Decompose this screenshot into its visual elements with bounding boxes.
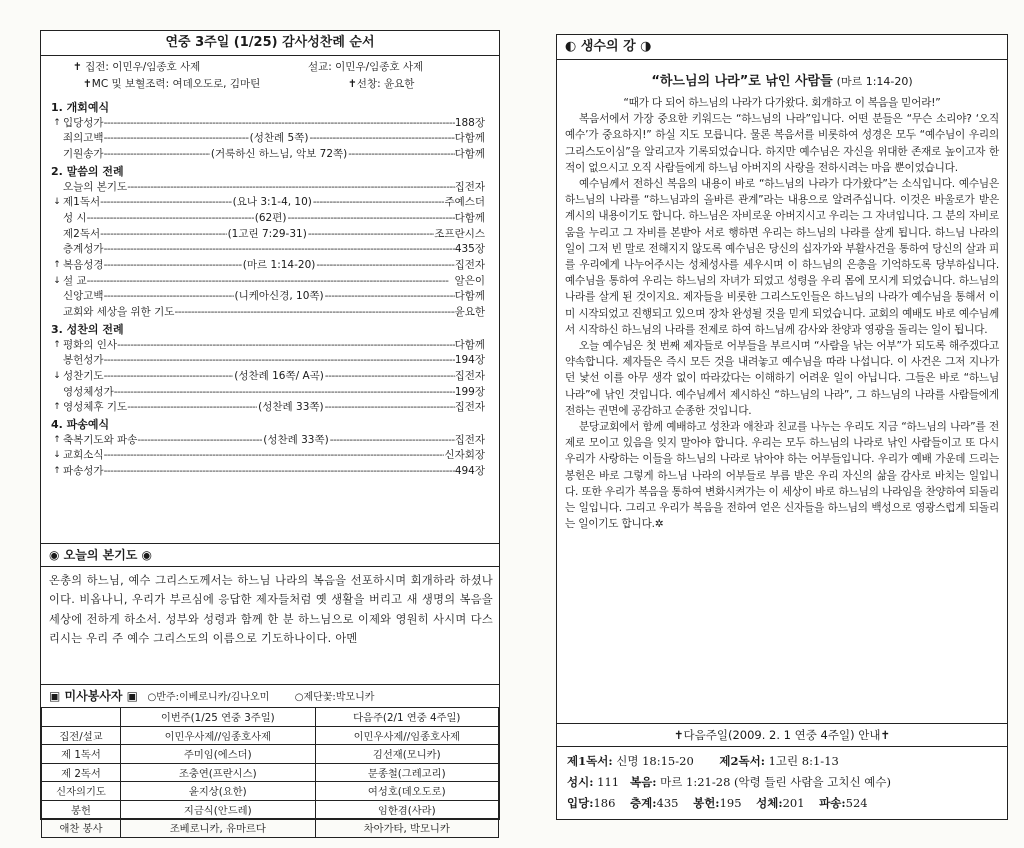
order-item-label: 봉헌성가 (63, 354, 104, 367)
servers-name: 임한겸(사라) (315, 800, 498, 819)
leader-dots (137, 433, 262, 449)
order-item-label: 신앙고백 (63, 290, 104, 303)
leader-dots (325, 369, 455, 385)
leader-dots (117, 338, 455, 354)
order-item-detail: (거룩하신 하느님, 악보 72쪽) (210, 148, 348, 161)
order-item-label: 축복기도와 파송 (63, 433, 138, 446)
order-item-label: 교회소식 (63, 449, 104, 462)
leader-dots (104, 131, 249, 147)
servers-column-header (42, 708, 121, 727)
posture-mark: ↓ (53, 275, 61, 286)
communion-label: 성체: (756, 796, 783, 810)
order-item (51, 131, 485, 147)
sermon-heading: ◐ 생수의 강 ◑ (557, 35, 1007, 60)
page-title: 연중 3주일 (1/25) 감사성찬례 순서 (41, 31, 499, 56)
posture-mark: ↑ (53, 434, 61, 445)
servers-role: 봉헌 (42, 800, 121, 819)
order-item-value: 435장 (454, 243, 485, 256)
prayer-heading: ◉ 오늘의 본기도 ◉ (41, 543, 499, 567)
gospel-value: 마르 1:21-28 (악령 들린 사람을 고치신 예수) (660, 775, 891, 789)
servers-heading: ▣ 미사봉사자 ▣ (49, 689, 138, 703)
order-item (51, 180, 485, 196)
gospel-label: 복음: (630, 775, 657, 789)
order-item-label: 성 시 (63, 211, 87, 224)
order-item-value: 집전자 (454, 401, 486, 414)
sermon-quote: “때가 다 되어 하느님의 나라가 다가왔다. 회개하고 이 복음을 믿어라!” (623, 97, 941, 109)
order-item-detail: (마르 1:14-20) (242, 259, 316, 272)
order-section-heading: 2. 말씀의 전례 (51, 164, 124, 178)
leader-dots (104, 289, 234, 305)
sermon-panel (556, 34, 1008, 820)
order-item-label: 파송성가 (63, 465, 104, 478)
order-item-label: 성찬기도 (63, 369, 104, 382)
servers-header-row (42, 708, 499, 727)
leader-dots (127, 400, 257, 416)
order-item-value: 188장 (454, 116, 485, 129)
table-row (42, 800, 499, 819)
order-item (51, 369, 485, 385)
reading2-value: 1고린 8:1-13 (768, 754, 839, 768)
leader-dots (104, 242, 455, 258)
order-item-label: 층계성가 (63, 243, 104, 256)
leader-dots (316, 258, 454, 274)
servers-name: 윤지상(요한) (121, 782, 316, 801)
sermon-body (557, 89, 1007, 532)
order-item-label: 죄의고백 (63, 132, 104, 145)
leader-dots (87, 274, 455, 290)
leader-dots (127, 180, 454, 196)
servers-name: 김선재(모니카) (315, 745, 498, 764)
order-item-value: 집전자 (454, 259, 485, 272)
leader-dots (104, 369, 234, 385)
prayer-text: 온총의 하느님, 예수 그리스도께서는 하느님 나라의 복음을 선포하시며 회개하라 하셨나이다. 비옵나니, 우리가 부르심에 응답한 제자들처럼 옛 생활을 버리고 새 생명의 복음을 세상에 전하게 하소서. 성부와 성령과 함께 한 분 하느님으로 이제와 영원히 사시며 다스리시는 우리 주 예수 그리스도의 이름으로 기도하나이다. 아멘 (49, 574, 493, 645)
order-item (51, 147, 485, 163)
order-item-label: 영성체후 기도 (63, 401, 128, 414)
order-item (51, 258, 485, 274)
leader-dots (348, 147, 454, 163)
order-item-label: 평화의 인사 (63, 338, 118, 351)
order-item-label: 설 교 (63, 274, 87, 287)
order-item-value: 494장 (454, 465, 485, 478)
order-item-label: 입당성가 (63, 116, 104, 129)
offertory-value: 195 (719, 796, 742, 810)
posture-mark: ↓ (53, 197, 61, 208)
servers-role: 신자의기도 (42, 782, 121, 801)
leader-dots (100, 227, 226, 243)
table-row (42, 745, 499, 764)
servers-role: 애찬 봉사 (42, 819, 121, 838)
order-item-detail: (62편) (254, 211, 287, 224)
posture-mark: ↑ (53, 260, 61, 271)
order-item (51, 195, 485, 211)
order-item-label: 복음성경 (63, 259, 104, 272)
order-item (51, 274, 485, 290)
leader-dots (100, 195, 232, 211)
leader-dots (104, 353, 455, 369)
order-item (51, 242, 485, 258)
order-item-label: 제2독서 (63, 227, 101, 240)
next-line-1 (567, 751, 1001, 772)
order-item-label: 교회와 세상을 위한 기도 (63, 306, 175, 319)
order-item-value: 다함께 (454, 290, 486, 303)
servers-table (41, 707, 499, 838)
posture-mark: ↓ (53, 450, 61, 461)
order-item (51, 464, 485, 480)
next-sunday-readings (567, 751, 1001, 814)
entrance-value: 186 (593, 796, 616, 810)
order-item (51, 353, 485, 369)
posture-mark: ↑ (53, 339, 61, 350)
order-item-value: 다함께 (454, 211, 486, 224)
table-row (42, 726, 499, 745)
servers-name: 이민우사제//임종호사제 (121, 726, 316, 745)
order-item-detail: (성찬례 33쪽) (258, 401, 324, 414)
order-item-value: 다함께 (454, 338, 485, 351)
order-item-value: 다함께 (454, 148, 486, 161)
leader-dots (104, 448, 445, 464)
order-item-value: 조프란시스 (434, 227, 485, 240)
order-item (51, 385, 485, 401)
communion-value: 201 (782, 796, 805, 810)
order-item-value: 194장 (454, 354, 485, 367)
order-item-label: 기원송가 (63, 148, 104, 161)
order-item (51, 448, 485, 464)
order-item-value: 알은이 (454, 274, 485, 287)
servers-role: 집전/설교 (42, 726, 121, 745)
order-item-label: 오늘의 본기도 (63, 180, 128, 193)
order-item-label: 영성체성가 (63, 385, 114, 398)
servers-note-flowers: ○제단꽃:박모니카 (294, 692, 375, 703)
servers-role: 제 2독서 (42, 763, 121, 782)
order-item-value: 집전자 (454, 180, 485, 193)
next-line-3 (567, 793, 1001, 814)
order-item (51, 227, 485, 243)
psalm-value: 111 (597, 775, 620, 789)
sermon-title-row (557, 70, 1007, 89)
order-item-detail: (니케아신경, 10쪽) (234, 290, 324, 303)
order-item (51, 289, 485, 305)
order-item (51, 338, 485, 354)
staff-list (41, 56, 499, 93)
posture-mark: ↓ (53, 370, 61, 381)
posture-mark: ↑ (53, 466, 61, 477)
sending-value: 524 (845, 796, 868, 810)
leader-dots (308, 227, 434, 243)
sermon-paragraph: 예수님께서 전하신 복음의 내용이 바로 “하느님의 나라가 다가왔다”는 소식입니다. 예수님은 하느님의 나라를 “하느님과의 올바른 관계”라는 내용으로 알려주십니다. 이것은 바울로가 받은 계시의 내용이기도 합니다. 하느님은 자비로운 아버지시고 우리는 그 자녀입니다. 그 분의 자비로움을 누리고 그 자비를 본받아 서로 행하면 우리는 하느님의 나라를 살게 됩니다. 하느님 나라의 일이 그저 빈 말로 전해지지 않도록 예수님은 당신의 십자가와 부활사건을 통하여 당신의 살과 피를 우리에게 나누어주시는 성체성사를 세우시며 이 하느님의 은총을 기억하도록 당부하십니다. 예수님을 통하여 우리는 하느님의 자녀가 되었고 성령을 우리 몸에 모시게 되었습니다. 하느님의 나라를 살게 된 것이지요. 제자들을 비롯한 그리스도인들은 하느님의 나라가 예수님을 통해서 이미 시작되었고 진행되고 있으며 장차 완성될 것을 믿게 되었습니다. 교회의 예배도 바로 예수님께서 시작하신 하느님의 나라를 전제로 하여 하느님께 감사와 찬양과 영광을 돌리는 일이 됩니다. (565, 178, 999, 336)
sermon-paragraph: 오늘 예수님은 첫 번째 제자들로 어부들을 부르시며 “사람을 낚는 어부”가 되도록 해주겠다고 약속합니다. 제자들은 즉시 모든 것을 내려놓고 예수님을 따라 나섭니다. 이 사건은 그저 지나가던 낯선 이를 아무 생각 없이 따라갔다는 이해하기 어려운 일이 아닙니다. 그들은 바로 “하느님 나라”에 낚인 것입니다. 예수님께서 제시하신 “하느님의 나라”, 그 하느님의 나라를 사람들에게 전하는 권면에 공감하고 순종한 것입니다. (565, 340, 999, 417)
offertory-label: 봉헌: (693, 796, 720, 810)
leader-dots (325, 289, 455, 305)
leader-dots (313, 195, 445, 211)
servers-name: 차아가타, 박모니카 (315, 819, 498, 838)
reading1-label: 제1독서: (567, 754, 613, 768)
servers-name: 조충연(프란시스) (121, 763, 316, 782)
order-item-value: 199장 (454, 385, 485, 398)
order-item-detail: (성찬례 33쪽) (263, 433, 329, 446)
servers-name: 문종철(그레고리) (315, 763, 498, 782)
order-item (51, 433, 485, 449)
leader-dots (104, 464, 455, 480)
reading2-label: 제2독서: (719, 754, 765, 768)
leader-dots (104, 258, 242, 274)
staff-mc: ✝MC 및 보혈조력: 여데오도로, 김마틴 (83, 78, 261, 90)
entrance-label: 입당: (567, 796, 594, 810)
liturgy-order (41, 93, 499, 480)
staff-celebrant: ✝ 집전: 이민우/임종호 사제 (73, 61, 201, 73)
order-item-value: 집전자 (454, 433, 485, 446)
gradual-value: 435 (656, 796, 679, 810)
order-item-value: 다함께 (454, 132, 485, 145)
order-item-detail: (성찬례 5쪽) (249, 132, 309, 145)
servers-note-accompanist: ○반주:이베로니카/김나오미 (147, 692, 270, 703)
table-row (42, 819, 499, 838)
order-section-heading: 3. 성찬의 전례 (51, 322, 124, 336)
order-item-detail: (1고린 7:29-31) (227, 227, 307, 240)
sermon-paragraph: 분당교회에서 함께 예배하고 성찬과 애찬과 친교를 나누는 우리도 지금 “하느님의 나라”를 전제로 모이고 있음을 잊지 말아야 합니다. 우리는 모두 하느님의 나라로 낚인 사람들이고 또 다시 우리가 사랑하는 이들을 하느님의 나라로 낚아야 하는 어부들입니다. 우리가 예배 가운데 드리는 봉헌은 바로 그렇게 하느님 나라의 어부들로 부름 받은 우리 자신의 삶을 감사로 바치는 일입니다. 또한 우리가 복음을 통하여 변화시켜가는 이 세상이 바로 하느님의 나라임을 찬양하여 되돌리는 일입니다. 그리고 우리가 복음을 전하여 얻은 신자들을 하느님의 백성으로 영광스럽게 되돌리는 일이기도 합니다.✲ (565, 421, 999, 531)
leader-dots (104, 116, 455, 132)
order-item (51, 305, 485, 321)
order-item (51, 116, 485, 132)
staff-cantor: ✝선창: 윤요한 (348, 78, 415, 90)
leader-dots (87, 211, 254, 227)
table-row (42, 763, 499, 782)
servers-role: 제 1독서 (42, 745, 121, 764)
table-row (42, 782, 499, 801)
posture-mark: ↑ (53, 402, 61, 413)
servers-name: 조베로니카, 유마르다 (121, 819, 316, 838)
servers-column-header: 이번주(1/25 연중 3주일) (121, 708, 316, 727)
gradual-label: 층계: (630, 796, 657, 810)
sermon-paragraph: 복음서에서 가장 중요한 키워드는 “하느님의 나라”입니다. 어떤 분들은 “무슨 소리야? ‘오직 예수’가 중요하지!” 하실 지도 모릅니다. 물론 복음서를 비롯하여 성경은 모두 “예수님이 우리의 그리스도이심”을 알리고자 기록되었습니다. 하지만 예수님은 자신을 위대한 존재로 높이고자 한 적이 없으시고 오직 사람들에게 하느님 아버지의 사랑을 전하시려는 마음 뿐이었습니다. (565, 113, 999, 174)
leader-dots (104, 147, 210, 163)
order-section-heading: 1. 개회예식 (51, 101, 110, 114)
order-item-detail: (요나 3:1-4, 10) (232, 196, 312, 209)
staff-preacher: 설교: 이민우/임종호 사제 (308, 61, 424, 73)
posture-mark: ↑ (53, 117, 61, 128)
servers-name: 주미임(에스더) (121, 745, 316, 764)
order-item-value: 집전자 (454, 369, 485, 382)
order-item (51, 400, 485, 416)
psalm-label: 성시: (567, 775, 594, 789)
leader-dots (287, 211, 454, 227)
service-order-panel (40, 30, 500, 836)
servers-heading-row (41, 684, 499, 707)
leader-dots (325, 400, 455, 416)
leader-dots (174, 305, 454, 321)
order-item-label: 제1독서 (63, 196, 101, 209)
servers-name: 여성호(데오도로) (315, 782, 498, 801)
next-sunday-heading: ✝다음주일(2009. 2. 1 연중 4주일) 안내✝ (557, 723, 1007, 747)
servers-column-header: 다음주(2/1 연중 4주일) (315, 708, 498, 727)
next-line-2 (567, 772, 1001, 793)
servers-name: 이민우사제//임종호사제 (315, 726, 498, 745)
servers-name: 지금식(안드레) (121, 800, 316, 819)
order-item-value: 윤요한 (454, 306, 485, 319)
order-item-value: 주예스더 (444, 196, 486, 209)
order-item (51, 211, 485, 227)
leader-dots (309, 131, 454, 147)
leader-dots (114, 385, 455, 401)
reading1-value: 신명 18:15-20 (616, 754, 694, 768)
leader-dots (330, 433, 455, 449)
order-item-value: 신자회장 (444, 449, 485, 462)
sending-label: 파송: (819, 796, 846, 810)
order-item-detail: (성찬례 16쪽/ A곡) (234, 369, 324, 382)
sermon-reference: (마르 1:14-20) (836, 75, 913, 88)
sermon-title: “하느님의 나라”로 낚인 사람들 (651, 74, 833, 89)
order-section-heading: 4. 파송예식 (51, 418, 110, 432)
